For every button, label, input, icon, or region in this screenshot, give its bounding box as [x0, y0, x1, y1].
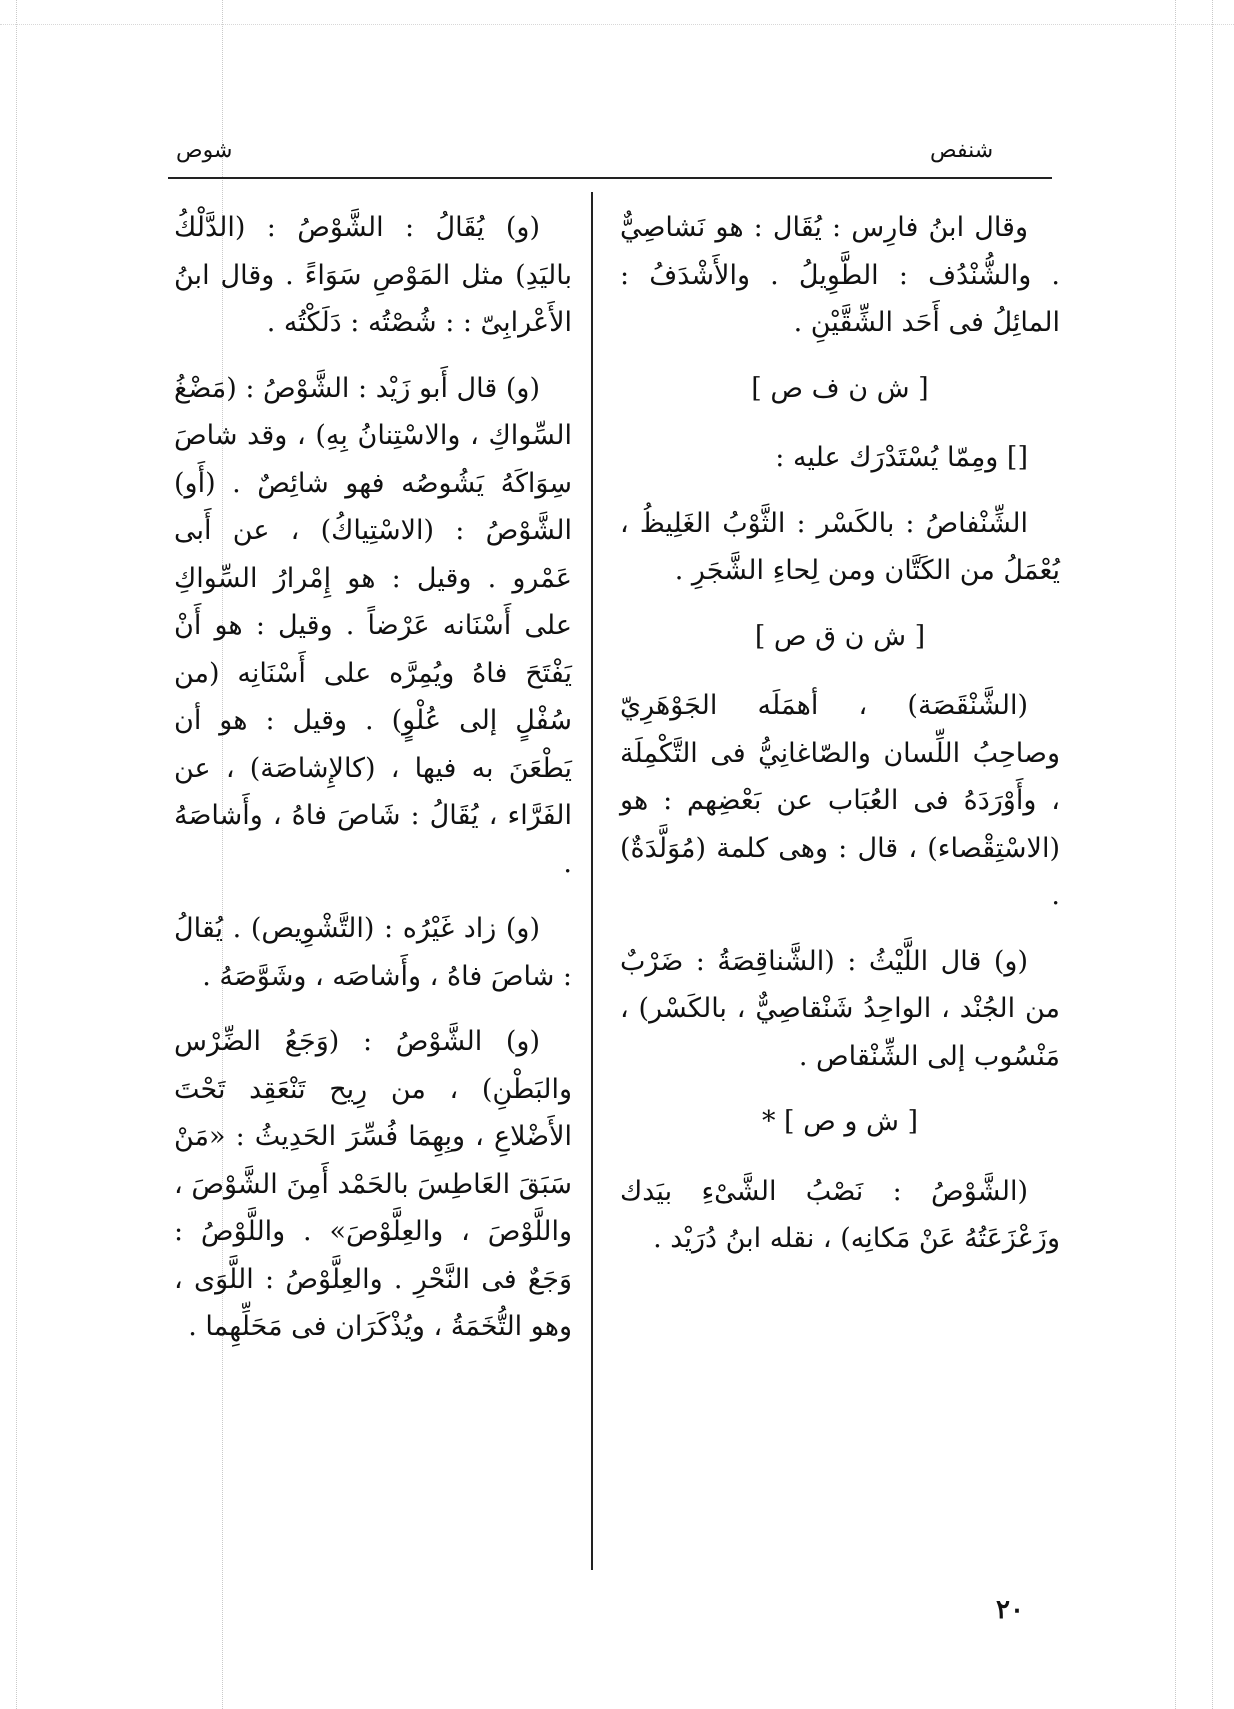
paragraph-dalk: (و) يُقَالُ : الشَّوْصُ : (الدَّلْكُ باليَدِ) مثل المَوْصِ سَوَاءً . وقال ابنُ الأَعْرابِىّ : : شُصْتُه : دَلَكْتُه . [174, 212, 572, 338]
header-rule [168, 177, 1052, 179]
entry-heading-shnfs: [ ش ن ف ص ] [751, 372, 929, 404]
paragraph-pain: (و) الشَّوْصُ : (وَجَعُ الضِّرْس والبَطْنِ) ، من رِيح تَنْعَقِد تَحْتَ الأَضْلاعِ ، وبِهِمَا فُسِّرَ الحَدِيثُ : «مَنْ سَبَقَ العَاطِسَ بالحَمْد أَمِنَ الشَّوْصَ ، واللَّوْصَ ، والعِلَّوْصَ» . واللَّوْصُ : وَجَعٌ فى النَّحْرِ . والعِلَّوْصُ : اللَّوَى ، وهو التُّخَمَةُ ، ويُذْكَرَان فى مَحَلِّهِما . [174, 1026, 572, 1342]
paragraph-shaws-definition: (الشَّوْصُ : نَصْبُ الشَّىْءِ بيَدك وزَعْزَعَتُهُ عَنْ مَكانِه) ، نقله ابنُ دُرَيْد . [620, 1175, 1060, 1254]
running-header-left: شوص [176, 138, 233, 163]
paragraph-abu-zayd: (و) قال أَبو زَيْد : الشَّوْصُ : (مَضْغُ السِّواكِ ، والاسْتِنانُ بِهِ) ، وقد شاصَ سِوَاكَهُ يَشُوصُه فهو شائِصٌ . (أَو) الشَّوْصُ : (الاسْتِياكُ) ، عن أَبى عَمْرو . وقيل : هو إِمْرارُ السِّواكِ على أَسْنَانه عَرْضاً . وقيل : هو أَنْ يَفْتَحَ فاهُ ويُمِرَّه على أَسْنَانِه (من سُفْلٍ إلى عُلْوٍ) . وقيل : هو أن يَطْعَنَ به فيها ، (كالإِشاصَة) ، عن الفَرَّاء ، يُقَالُ : شَاصَ فاهُ ، وأَشاصَهُ . [173, 372, 572, 879]
entry-heading-shws: [ ش و ص ] * [761, 1106, 919, 1137]
entry-heading-shnqs: [ ش ن ق ص ] [754, 620, 926, 652]
scan-artifact-line [1212, 0, 1213, 1709]
paragraph-ibn-faris: وقال ابنُ فارِس : يُقَال : هو نَشاصِيٌّ . والشُّنْدُف : الطَّوِيلُ . والأَشْدَفُ : المائِلُ فى أَحَد الشِّقَّيْنِ . [620, 212, 1060, 338]
scan-artifact-line [0, 24, 1234, 25]
column-divider [591, 192, 593, 1570]
running-header-right: شنفص [930, 138, 994, 163]
page-number: ٢٠ [996, 1595, 1024, 1625]
paragraph-tashwis: (و) زاد غَيْرُه : (التَّشْوِيص) . يُقالُ : شاصَ فاهُ ، وأَشاصَه ، وشَوَّصَهُ . [174, 913, 572, 992]
right-column [620, 204, 1060, 1281]
scan-artifact-line [16, 0, 17, 1709]
left-column [174, 204, 572, 1369]
paragraph-shinfas: الشِّنْفاصُ : بالكَسْر : الثَّوْبُ الغَلِيظُ ، يُعْمَلُ من الكَتَّان ومن لِحاءِ الشَّجَرِ . [620, 507, 1060, 586]
scan-artifact-line [1175, 0, 1176, 1709]
paragraph-layth: (و) قال اللَّيْثُ : (الشَّناقِصَةُ : ضَرْبٌ من الجُنْد ، الواحِدُ شَنْقاصِيٌّ ، بالكَسْر) ، مَنْسُوب إلى الشِّنْقاص . [620, 945, 1060, 1072]
paragraph-shanqasa: (الشَّنْقَصَة) ، أهمَلَه الجَوْهَرِيّ وصاحِبُ اللِّسان والصّاغانِيُّ فى التَّكْمِلَة ، وأَوْرَدَهُ فى العُبَاب عن بَعْضِهم : هو (الاسْتِقْصاء) ، قال : وهى كلمة (مُوَلَّدَةٌ) . [620, 690, 1060, 911]
mustadrak-note: [] ومِمّا يُسْتَدْرَك عليه : [775, 442, 1028, 473]
